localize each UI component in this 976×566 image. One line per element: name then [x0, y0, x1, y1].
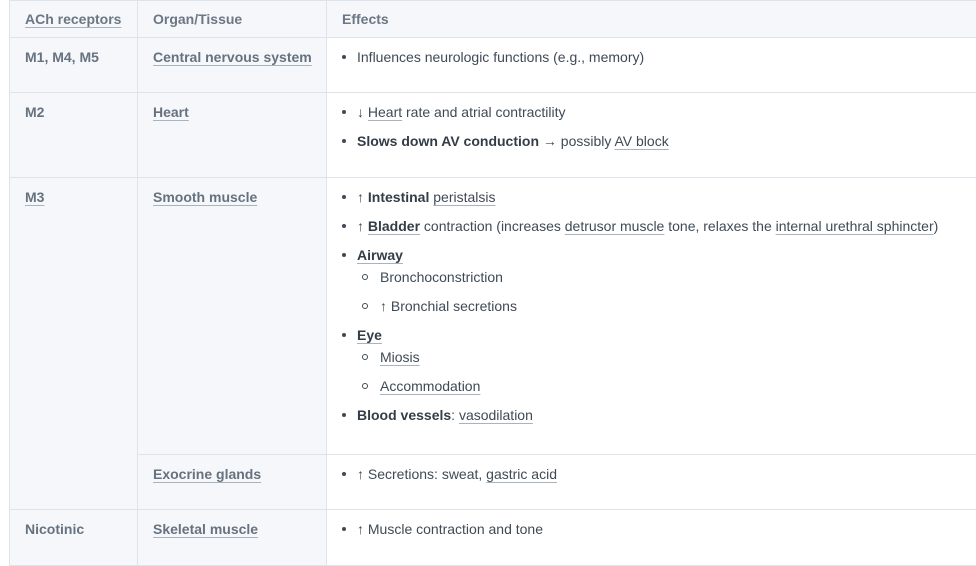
ach-receptor-table: [9, 0, 976, 566]
header-effects: Effects: [327, 1, 976, 38]
list-item: ↑ Intestinal peristalsis: [342, 188, 976, 206]
list-item: [357, 348, 976, 366]
list-item: [357, 377, 976, 395]
effects-cell: [327, 455, 976, 510]
effects-cell: [327, 38, 976, 93]
organ-cell: [138, 93, 327, 178]
table-header-row: [10, 1, 976, 38]
link-accommodation[interactable]: Accommodation: [380, 378, 480, 394]
list-item: ↑ Bladder contraction (increases detrusor muscle tone, relaxes the internal urethral sphincter): [342, 217, 976, 235]
table-row: [10, 38, 976, 93]
list-item: ↑ Secretions: sweat, gastric acid: [342, 465, 976, 483]
link-av-block[interactable]: AV block: [614, 133, 668, 149]
effects-cell: [327, 510, 976, 566]
list-item: Blood vessels: vasodilation: [342, 406, 976, 424]
organ-link-exocrine-glands[interactable]: Exocrine glands: [153, 466, 261, 482]
organ-cell: [138, 510, 327, 566]
receptor-cell: M2: [10, 93, 138, 178]
list-item: Slows down AV conduction → possibly AV block: [342, 132, 976, 150]
effects-cell: [327, 178, 976, 455]
link-heart[interactable]: Heart: [368, 104, 402, 120]
table-row: [10, 455, 976, 510]
organ-link-heart[interactable]: Heart: [153, 104, 189, 120]
list-item: Influences neurologic functions (e.g., memory): [342, 48, 976, 66]
table-row: [10, 93, 976, 178]
organ-link-smooth-muscle[interactable]: Smooth muscle: [153, 189, 257, 205]
header-organ-tissue: Organ/Tissue: [138, 1, 327, 38]
link-miosis[interactable]: Miosis: [380, 349, 420, 365]
table-row: [10, 510, 976, 566]
list-item: [342, 246, 976, 315]
organ-cell: [138, 38, 327, 93]
link-eye[interactable]: Eye: [357, 327, 382, 343]
organ-cell: [138, 178, 327, 455]
table-row: [10, 178, 976, 455]
organ-link-cns[interactable]: Central nervous system: [153, 49, 312, 65]
receptor-cell: M1, M4, M5: [10, 38, 138, 93]
link-bladder[interactable]: Bladder: [368, 218, 420, 234]
link-airway[interactable]: Airway: [357, 247, 403, 263]
list-item: ↓ Heart rate and atrial contractility: [342, 103, 976, 121]
link-gastric-acid[interactable]: gastric acid: [486, 466, 557, 482]
receptor-cell[interactable]: [10, 178, 138, 510]
organ-link-skeletal-muscle[interactable]: Skeletal muscle: [153, 521, 258, 537]
effects-cell: [327, 93, 976, 178]
list-item: ↑ Muscle contraction and tone: [342, 520, 976, 538]
organ-cell: [138, 455, 327, 510]
receptor-link-m3[interactable]: M3: [25, 189, 44, 205]
receptor-cell: Nicotinic: [10, 510, 138, 566]
header-ach-receptors[interactable]: ACh receptors: [10, 1, 138, 38]
link-detrusor-muscle[interactable]: detrusor muscle: [565, 218, 665, 234]
list-item: ↑ Bronchial secretions: [357, 297, 976, 315]
link-peristalsis[interactable]: peristalsis: [433, 189, 495, 205]
list-item: [342, 326, 976, 395]
list-item: Bronchoconstriction: [357, 268, 976, 286]
link-vasodilation[interactable]: vasodilation: [459, 407, 533, 423]
link-internal-urethral-sphincter[interactable]: internal urethral sphincter: [776, 218, 934, 234]
